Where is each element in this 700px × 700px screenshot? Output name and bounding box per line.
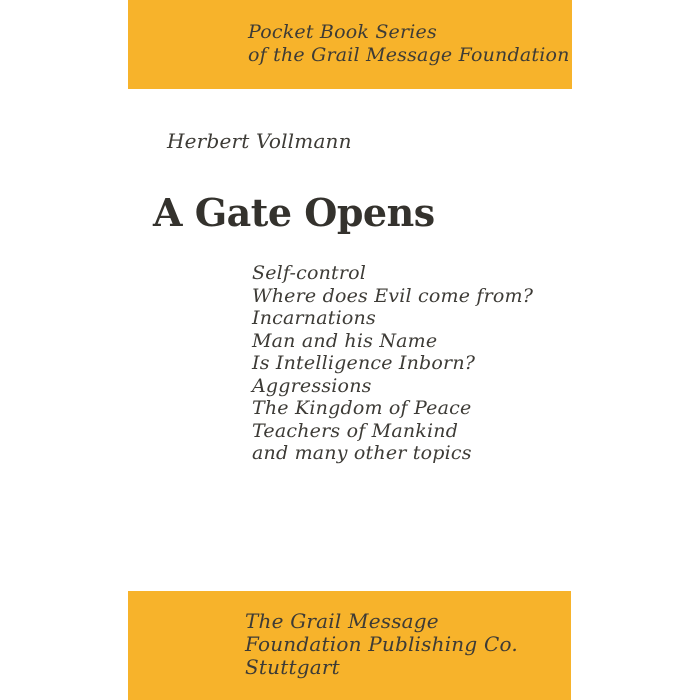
book-title: A Gate Opens [153, 190, 435, 235]
publisher-line-3: Stuttgart [245, 654, 340, 679]
series-line-2: of the Grail Message Foundation [248, 44, 570, 66]
series-title [248, 21, 570, 67]
publisher-line-1: The Grail Message [245, 609, 439, 633]
bottom-yellow-band [128, 591, 571, 700]
topic-item: Where does Evil come from? [252, 284, 534, 307]
topic-item: The Kingdom of Peace [252, 397, 472, 419]
author-name: Herbert Vollmann [167, 129, 352, 153]
top-yellow-band [128, 0, 572, 89]
topic-item: Is Intelligence Inborn? [252, 352, 476, 374]
series-line-1: Pocket Book Series [248, 21, 437, 43]
topic-item: Self-control [252, 262, 367, 284]
topic-item: Teachers of Mankind [252, 419, 459, 442]
topic-item: Man and his Name [252, 329, 438, 352]
topic-item: Aggressions [252, 374, 372, 397]
topics-list [252, 262, 533, 465]
topic-item: and many other topics [252, 442, 472, 464]
topic-item: Incarnations [252, 307, 376, 329]
publisher-line-2: Foundation Publishing Co. [245, 631, 518, 656]
publisher-info [245, 610, 518, 678]
